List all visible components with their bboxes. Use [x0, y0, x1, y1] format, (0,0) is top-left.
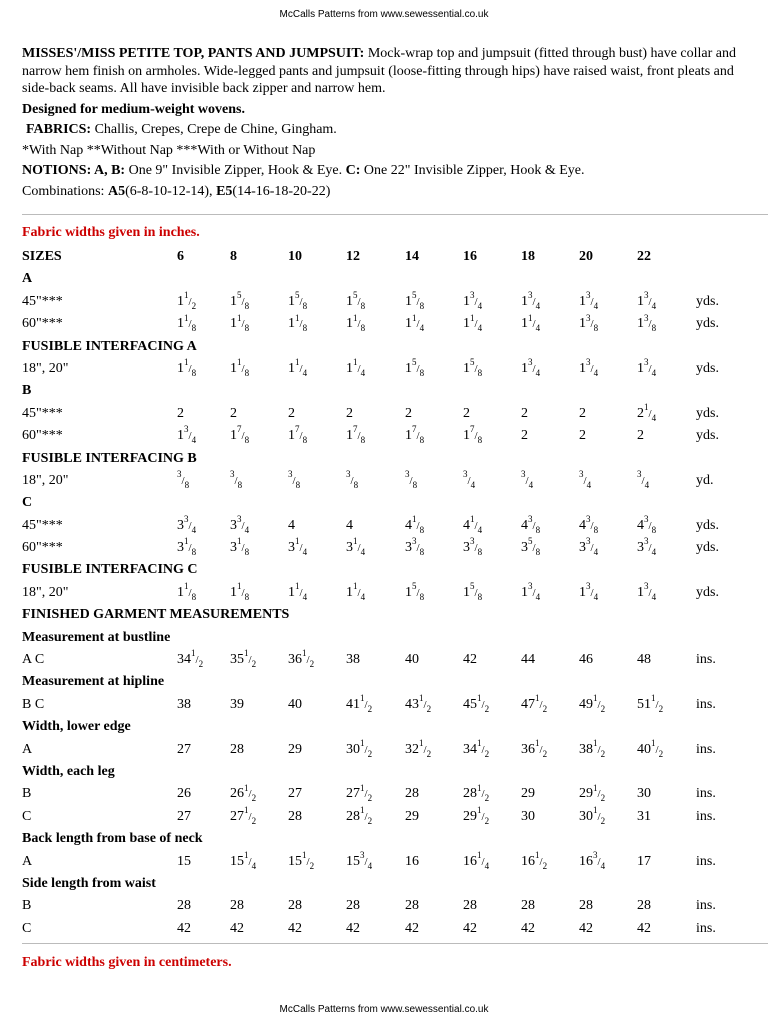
pattern-description	[22, 45, 752, 200]
table-cell: $32^1/_2$	[405, 737, 432, 759]
section-label: Side length from waist	[22, 875, 156, 891]
section-heading	[22, 336, 768, 358]
table-cell: $1^1/_4$	[463, 312, 483, 333]
table-row	[22, 313, 768, 335]
unit-label: yds.	[696, 584, 719, 600]
section-heading	[22, 559, 768, 581]
combinations-label: Combinations:	[22, 183, 108, 199]
table-cell: 28	[579, 898, 593, 914]
table-cell: $3^1/_4$	[346, 536, 366, 557]
table-cell: $1^1/_8$	[288, 312, 308, 333]
table-cell: $4^1/_4$	[463, 514, 483, 535]
unit-label: yds.	[696, 316, 719, 332]
table-cell: 4	[288, 517, 295, 533]
row-label: B C	[22, 696, 45, 712]
section-label: FUSIBLE INTERFACING A	[22, 338, 197, 354]
table-cell: 28	[463, 898, 477, 914]
unit-label: ins.	[696, 808, 716, 824]
table-cell: 4	[346, 517, 353, 533]
table-cell: $1^3/_4$	[463, 290, 483, 311]
unit-label: yds.	[696, 405, 719, 421]
table-cell: $1^5/_8$	[230, 290, 250, 311]
table-cell: $1^1/_8$	[177, 357, 197, 378]
table-cell: 38	[346, 652, 360, 668]
combo-a5: A5	[107, 183, 126, 199]
table-cell: $30^1/_2$	[346, 737, 373, 759]
table-cell: 42	[230, 920, 244, 936]
unit-label: ins.	[696, 786, 716, 802]
table-cell: $36^1/_2$	[521, 737, 548, 759]
table-cell: 44	[521, 652, 535, 668]
table-cell: $16^3/_4$	[579, 849, 606, 871]
table-cell: $1^1/_4$	[521, 312, 541, 333]
table-cell: $1^1/_4$	[346, 581, 366, 602]
size-column-header: 16	[463, 249, 477, 264]
table-cell: $28^1/_2$	[346, 805, 373, 826]
table-cell: $1^1/_8$	[346, 312, 366, 333]
size-column-header: 14	[405, 249, 419, 264]
table-cell: 42	[579, 920, 593, 936]
page-footer: McCalls Patterns from www.sewessential.co.uk	[279, 1004, 489, 1015]
table-cell: 28	[346, 898, 360, 914]
centimeters-heading: Fabric widths given in centimeters.	[22, 955, 232, 970]
section-label: A	[22, 271, 33, 287]
table-cell: 42	[346, 920, 360, 936]
row-label: 60"***	[22, 540, 63, 556]
table-cell: $4^3/_8$	[637, 514, 657, 535]
table-cell: 15	[177, 853, 191, 869]
unit-label: yds.	[696, 540, 719, 556]
pattern-title: MISSES'/MISS PETITE TOP, PANTS AND JUMPSUIT:	[22, 46, 365, 61]
table-cell: $^3/_8$	[230, 469, 243, 490]
table-cell: $15^1/_2$	[288, 849, 315, 871]
size-column-header: 12	[346, 249, 360, 264]
unit-label: ins.	[696, 898, 716, 914]
unit-label: yds.	[696, 293, 719, 309]
table-cell: $1^3/_4$	[521, 581, 541, 602]
combinations	[22, 183, 752, 201]
section-heading	[22, 448, 768, 470]
unit-label: yds.	[696, 360, 719, 376]
size-column-header: 22	[637, 249, 651, 264]
table-cell: $^3/_4$	[463, 469, 476, 490]
section-heading	[22, 380, 768, 402]
table-cell: 29	[405, 808, 419, 824]
table-cell: $1^1/_4$	[405, 312, 425, 333]
table-cell: $16^1/_4$	[463, 849, 490, 871]
table-row	[22, 649, 768, 671]
table-cell: $1^1/_2$	[177, 290, 197, 311]
table-cell: 29	[288, 741, 302, 757]
table-cell: $1^1/_8$	[230, 312, 250, 333]
row-label: 60"***	[22, 316, 63, 332]
table-cell: $1^5/_8$	[463, 357, 483, 378]
table-cell: 40	[288, 696, 302, 712]
table-cell: $3^3/_4$	[230, 514, 250, 535]
table-cell: $1^5/_8$	[405, 357, 425, 378]
section-label: FUSIBLE INTERFACING B	[22, 450, 197, 466]
table-cell: $1^1/_8$	[230, 357, 250, 378]
table-cell: 30	[637, 786, 651, 802]
table-cell: $3^3/_4$	[637, 536, 657, 557]
table-cell: $1^3/_4$	[637, 581, 657, 602]
table-cell: $^3/_8$	[405, 469, 418, 490]
table-cell: 28	[177, 898, 191, 914]
divider-bottom	[22, 943, 768, 944]
divider-top	[22, 214, 768, 215]
table-cell: $29^1/_2$	[579, 782, 606, 804]
table-cell: $^3/_4$	[637, 469, 650, 490]
table-cell: 27	[177, 808, 191, 824]
section-label: C	[22, 495, 33, 511]
table-cell: $26^1/_2$	[230, 782, 257, 804]
table-cell: $^3/_4$	[521, 469, 534, 490]
row-label: B	[22, 786, 32, 802]
table-cell: 28	[230, 898, 244, 914]
table-cell: $27^1/_2$	[346, 782, 373, 804]
table-cell: 27	[177, 741, 191, 757]
notions-ab-text: One 9" Invisible Zipper, Hook & Eye.	[125, 163, 343, 178]
table-cell: $1^1/_4$	[346, 357, 366, 378]
unit-label: yds.	[696, 428, 719, 444]
table-cell: $2^1/_4$	[637, 402, 657, 423]
designed-for: Designed for medium-weight wovens.	[22, 101, 245, 117]
table-cell: $34^1/_2$	[177, 648, 204, 669]
table-cell: $1^3/_4$	[579, 581, 599, 602]
table-cell: $51^1/_2$	[637, 693, 664, 714]
section-heading	[22, 828, 768, 850]
table-cell: $28^1/_2$	[463, 782, 490, 804]
table-cell: 42	[463, 920, 477, 936]
table-cell: 2	[579, 405, 586, 421]
table-cell: $^3/_8$	[288, 469, 301, 490]
row-label: A	[22, 853, 33, 869]
notions-label: NOTIONS:	[22, 163, 92, 178]
table-cell: 42	[288, 920, 302, 936]
combo-e5-sizes: (14-16-18-20-22)	[232, 183, 331, 199]
table-cell: $1^5/_8$	[346, 290, 366, 311]
table-cell: $36^1/_2$	[288, 648, 315, 669]
row-label: C	[22, 808, 32, 824]
table-cell: 42	[463, 652, 477, 668]
sizes-header-row	[22, 246, 768, 268]
table-cell: 42	[521, 920, 535, 936]
table-cell: $3^5/_8$	[521, 536, 541, 557]
nap-legend: *With Nap **Without Nap ***With or Without Nap	[22, 142, 316, 158]
section-heading	[22, 627, 768, 649]
notions-c-label: C:	[342, 163, 361, 178]
table-row	[22, 694, 768, 716]
table-cell: $15^3/_4$	[346, 849, 373, 871]
table-cell: $1^3/_4$	[637, 357, 657, 378]
table-cell: $1^3/_8$	[637, 312, 657, 333]
fabrics-list: Challis, Crepes, Crepe de Chine, Gingham.	[91, 122, 337, 137]
table-cell: $1^3/_8$	[579, 312, 599, 333]
table-cell: 40	[405, 652, 419, 668]
table-cell: 48	[637, 652, 651, 668]
table-cell: 16	[405, 853, 419, 869]
table-row	[22, 425, 768, 447]
section-label: Measurement at hipline	[22, 674, 165, 690]
unit-label: ins.	[696, 741, 716, 757]
table-cell: 30	[521, 808, 535, 824]
table-row	[22, 918, 768, 940]
table-row	[22, 806, 768, 828]
combo-a5-sizes: (6-8-10-12-14),	[125, 183, 217, 199]
section-label: FINISHED GARMENT MEASUREMENTS	[22, 607, 290, 623]
size-column-header: 18	[521, 249, 535, 264]
table-cell: $43^1/_2$	[405, 693, 432, 714]
table-cell: 42	[405, 920, 419, 936]
table-cell: 42	[637, 920, 651, 936]
table-cell: 27	[288, 786, 302, 802]
table-cell: $40^1/_2$	[637, 737, 664, 759]
row-label: 45"***	[22, 517, 63, 533]
table-row	[22, 582, 768, 604]
table-cell: 28	[405, 898, 419, 914]
table-cell: 17	[637, 853, 651, 869]
row-label: A C	[22, 652, 45, 668]
table-cell: 2	[230, 405, 237, 421]
table-cell: $1^5/_8$	[405, 290, 425, 311]
table-cell: $1^7/_8$	[288, 424, 308, 445]
row-label: 45"***	[22, 405, 63, 421]
table-cell: $1^5/_8$	[463, 581, 483, 602]
unit-label: ins.	[696, 652, 716, 668]
unit-label: yd.	[696, 472, 714, 488]
section-label: B	[22, 383, 32, 399]
table-cell: $49^1/_2$	[579, 693, 606, 714]
row-label: 18", 20"	[22, 360, 69, 376]
table-cell: $41^1/_2$	[346, 693, 373, 714]
table-cell: $16^1/_2$	[521, 849, 548, 871]
table-cell: $1^1/_4$	[288, 357, 308, 378]
table-row	[22, 470, 768, 492]
table-cell: $1^5/_8$	[288, 290, 308, 311]
section-heading	[22, 873, 768, 895]
table-row	[22, 291, 768, 313]
section-heading	[22, 761, 768, 783]
table-cell: $1^7/_8$	[463, 424, 483, 445]
table-cell: $3^3/_4$	[579, 536, 599, 557]
table-cell: 2	[405, 405, 412, 421]
table-cell: $38^1/_2$	[579, 737, 606, 759]
table-cell: $1^3/_4$	[177, 424, 197, 445]
table-cell: $3^3/_8$	[405, 536, 425, 557]
table-cell: $3^1/_8$	[230, 536, 250, 557]
table-cell: $1^3/_4$	[637, 290, 657, 311]
combo-e5: E5	[216, 183, 233, 199]
table-cell: 2	[346, 405, 353, 421]
unit-label: yds.	[696, 517, 719, 533]
table-row	[22, 537, 768, 559]
table-cell: $1^3/_4$	[521, 357, 541, 378]
table-cell: 2	[463, 405, 470, 421]
section-label: Width, lower edge	[22, 719, 131, 735]
table-row	[22, 851, 768, 873]
yardage-table	[22, 246, 768, 940]
unit-label: ins.	[696, 696, 716, 712]
section-heading	[22, 268, 768, 290]
row-label: C	[22, 920, 32, 936]
table-cell: $1^7/_8$	[405, 424, 425, 445]
table-cell: 2	[521, 405, 528, 421]
size-column-header: 6	[177, 249, 184, 264]
table-cell: $3^1/_4$	[288, 536, 308, 557]
table-cell: $1^1/_4$	[288, 581, 308, 602]
table-cell: $3^1/_8$	[177, 536, 197, 557]
row-label: 18", 20"	[22, 472, 69, 488]
section-label: Width, each leg	[22, 763, 115, 779]
table-cell: 39	[230, 696, 244, 712]
section-label: Back length from base of neck	[22, 831, 203, 847]
row-label: A	[22, 741, 33, 757]
notions-ab-label: A, B:	[91, 163, 126, 178]
notions-c-text: One 22" Invisible Zipper, Hook & Eye.	[360, 163, 585, 178]
table-cell: $1^3/_4$	[579, 290, 599, 311]
section-heading	[22, 671, 768, 693]
section-heading	[22, 716, 768, 738]
section-label: Measurement at bustline	[22, 629, 171, 645]
table-row	[22, 403, 768, 425]
table-cell: 38	[177, 696, 191, 712]
section-label: FUSIBLE INTERFACING C	[22, 562, 198, 578]
table-cell: 28	[288, 898, 302, 914]
row-label: 45"***	[22, 293, 63, 309]
table-row	[22, 783, 768, 805]
table-cell: 28	[405, 786, 419, 802]
table-cell: 28	[521, 898, 535, 914]
table-cell: $1^7/_8$	[346, 424, 366, 445]
table-row	[22, 515, 768, 537]
table-cell: 28	[230, 741, 244, 757]
table-cell: 2	[579, 428, 586, 444]
row-label: SIZES	[22, 249, 62, 264]
row-label: 60"***	[22, 428, 63, 444]
table-cell: 2	[637, 428, 644, 444]
table-cell: $3^3/_4$	[177, 514, 197, 535]
table-cell: $1^1/_8$	[230, 581, 250, 602]
table-cell: $1^3/_4$	[579, 357, 599, 378]
table-cell: $27^1/_2$	[230, 805, 257, 826]
unit-label: ins.	[696, 853, 716, 869]
table-row	[22, 895, 768, 917]
page-header: McCalls Patterns from www.sewessential.co.uk	[279, 9, 489, 20]
section-heading	[22, 492, 768, 514]
table-cell: $30^1/_2$	[579, 805, 606, 826]
table-cell: $1^5/_8$	[405, 581, 425, 602]
table-cell: $1^1/_8$	[177, 581, 197, 602]
unit-label: ins.	[696, 920, 716, 936]
table-cell: $4^3/_8$	[521, 514, 541, 535]
table-cell: $3^3/_8$	[463, 536, 483, 557]
section-heading	[22, 604, 768, 626]
table-cell: 2	[288, 405, 295, 421]
table-cell: $4^1/_8$	[405, 514, 425, 535]
table-cell: $1^1/_8$	[177, 312, 197, 333]
table-cell: 31	[637, 808, 651, 824]
table-cell: $^3/_8$	[346, 469, 359, 490]
size-column-header: 8	[230, 249, 237, 264]
inches-heading: Fabric widths given in inches.	[22, 225, 200, 240]
size-column-header: 20	[579, 249, 593, 264]
row-label: B	[22, 898, 32, 914]
fabrics-label: FABRICS:	[26, 122, 92, 137]
table-row	[22, 739, 768, 761]
table-cell: 28	[637, 898, 651, 914]
table-row	[22, 358, 768, 380]
table-cell: 2	[177, 405, 184, 421]
table-cell: $15^1/_4$	[230, 849, 257, 871]
table-cell: $34^1/_2$	[463, 737, 490, 759]
table-cell: $29^1/_2$	[463, 805, 490, 826]
size-column-header: 10	[288, 249, 302, 264]
table-cell: $^3/_8$	[177, 469, 190, 490]
table-cell: $35^1/_2$	[230, 648, 257, 669]
table-cell: $45^1/_2$	[463, 693, 490, 714]
table-cell: $1^3/_4$	[521, 290, 541, 311]
table-cell: 46	[579, 652, 593, 668]
table-cell: 26	[177, 786, 191, 802]
table-cell: 2	[521, 428, 528, 444]
table-cell: $47^1/_2$	[521, 693, 548, 714]
table-cell: $1^7/_8$	[230, 424, 250, 445]
table-cell: $^3/_4$	[579, 469, 592, 490]
table-cell: $4^3/_8$	[579, 514, 599, 535]
pattern-summary: Mock-wrap top and jumpsuit (fitted through bust) have collar and narrow hem finish on armholes. Wide-legged pants and jumpsuit (loose-fitting through hips) have raised waist, front pleats and side-back seams. All have invisible back zipper and narrow hem.	[22, 46, 737, 96]
table-cell: 29	[521, 786, 535, 802]
row-label: 18", 20"	[22, 584, 69, 600]
table-cell: 42	[177, 920, 191, 936]
table-cell: 28	[288, 808, 302, 824]
